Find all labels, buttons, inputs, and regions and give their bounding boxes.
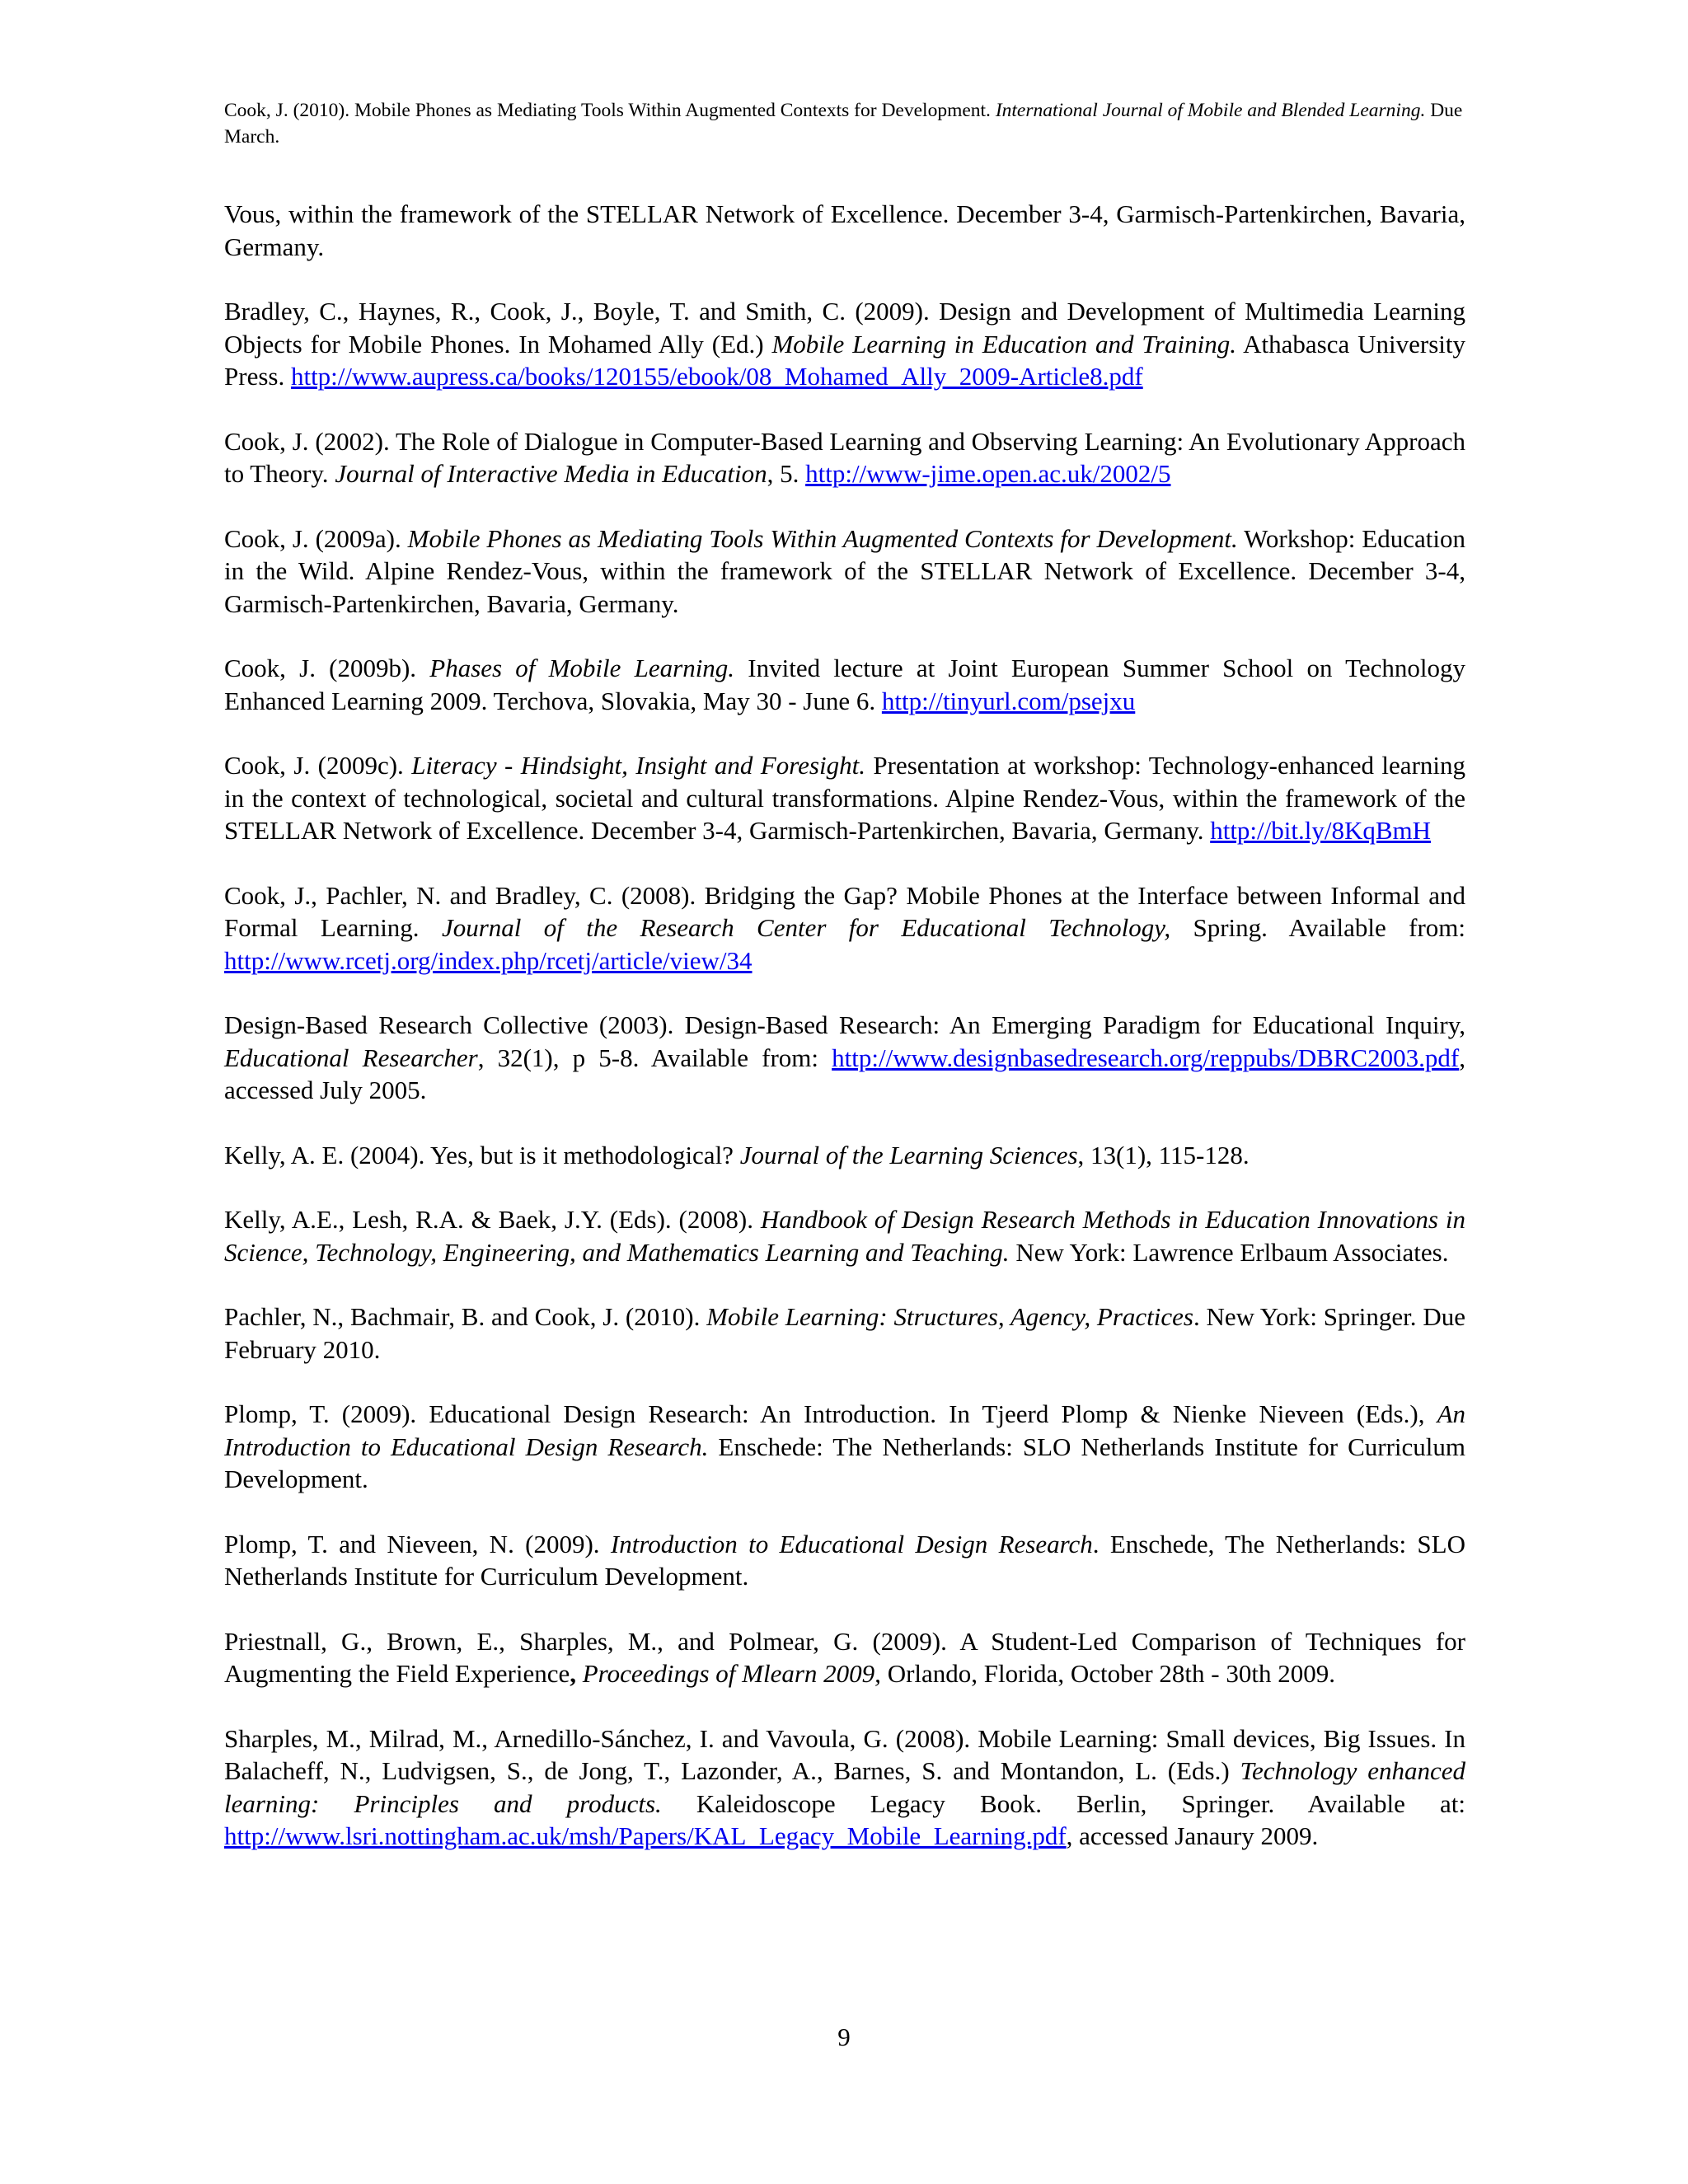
header-journal-title: International Journal of Mobile and Blended Learning.	[995, 100, 1426, 121]
header-due-note: Due March.	[224, 100, 1463, 148]
reference-text: , accessed Janaury 2009.	[1066, 1821, 1319, 1850]
reference-italic-title: Journal of the Learning Sciences	[739, 1140, 1078, 1169]
reference-link[interactable]: http://www.lsri.nottingham.ac.uk/msh/Papers/KAL_Legacy_Mobile_Learning.pdf	[224, 1821, 1067, 1850]
reference-list	[224, 198, 1465, 1885]
reference-italic-title: Mobile Learning in Education and Training.	[771, 329, 1236, 359]
reference-text: Priestnall, G., Brown, E., Sharples, M., and Polmear, G. (2009). A Student-Led Comparison of Techniques for Augmenting the Field Experience	[224, 1626, 1465, 1688]
reference-italic-title: Proceedings of Mlearn 2009,	[582, 1659, 881, 1688]
reference-italic-title: Mobile Phones as Mediating Tools Within Augmented Contexts for Development.	[407, 523, 1238, 553]
reference-text: Athabasca University Press.	[224, 329, 1465, 391]
reference-entry	[224, 749, 1465, 847]
reference-text: Spring. Available from:	[1170, 913, 1465, 942]
reference-text: Cook, J. (2009b).	[224, 654, 430, 682]
reference-bold-text: ,	[570, 1659, 576, 1688]
reference-entry	[224, 523, 1465, 621]
reference-text: Cook, J. (2009c).	[224, 751, 412, 780]
reference-entry	[224, 1398, 1465, 1496]
reference-italic-title: Technology enhanced learning: Principles and products.	[224, 1756, 1465, 1818]
reference-text: Plomp, T. and Nieveen, N. (2009).	[224, 1529, 611, 1558]
reference-entry	[224, 1625, 1465, 1690]
reference-link[interactable]: http://www.designbasedresearch.org/reppubs/DBRC2003.pdf	[832, 1043, 1460, 1072]
reference-entry	[224, 1139, 1465, 1172]
reference-italic-title: Mobile Learning: Structures, Agency, Practices	[706, 1302, 1193, 1331]
reference-link[interactable]: http://www.rcetj.org/index.php/rcetj/article/view/34	[224, 945, 753, 975]
reference-entry	[224, 1203, 1465, 1268]
reference-italic-title: Literacy - Hindsight, Insight and Foresight.	[411, 751, 865, 780]
reference-text: Bradley, C., Haynes, R., Cook, J., Boyle, T. and Smith, C. (2009). Design and Development of Multimedia Learning Objects for Mobile Phones. In Mohamed Ally (Ed.)	[224, 297, 1465, 359]
reference-italic-title: An Introduction to Educational Design Research.	[224, 1399, 1465, 1461]
reference-entry	[224, 1722, 1465, 1853]
reference-text: Enschede: The Netherlands: SLO Netherlands Institute for Curriculum Development.	[224, 1432, 1465, 1493]
header-citation: Cook, J. (2010). Mobile Phones as Mediating Tools Within Augmented Contexts for Development.	[224, 100, 996, 121]
reference-text: Plomp, T. (2009). Educational Design Research: An Introduction. In Tjeerd Plomp & Nienke Nieveen (Eds.),	[224, 1399, 1437, 1428]
reference-text: , 5.	[767, 459, 806, 488]
reference-italic-title: Journal of the Research Center for Educational Technology,	[441, 913, 1171, 942]
reference-text: . Enschede, The Netherlands: SLO Netherlands Institute for Curriculum Development.	[224, 1529, 1465, 1591]
reference-text: Workshop: Education in the Wild. Alpine Rendez-Vous, within the framework of the STELLAR Network of Excellence. December 3-4, Garmisch-Partenkirchen, Bavaria, Germany.	[224, 523, 1465, 618]
reference-text: , accessed July 2005.	[224, 1043, 1465, 1104]
reference-link[interactable]: http://bit.ly/8KqBmH	[1210, 816, 1432, 845]
reference-italic-title: Introduction to Educational Design Research	[610, 1529, 1093, 1558]
reference-text	[576, 1659, 583, 1688]
reference-text: Cook, J., Pachler, N. and Bradley, C. (2008). Bridging the Gap? Mobile Phones at the Interface between Informal and Formal Learning.	[224, 880, 1465, 942]
reference-entry	[224, 1009, 1465, 1107]
reference-text: Presentation at workshop: Technology-enhanced learning in the context of technological, societal and cultural transformations. Alpine Rendez-Vous, within the framework of the STELLAR Network of Excellence. December 3-4, Garmisch-Partenkirchen, Bavaria, Germany.	[224, 751, 1466, 845]
reference-text: New York: Lawrence Erlbaum Associates.	[1009, 1237, 1449, 1267]
reference-italic-title: Journal of Interactive Media in Education	[335, 459, 767, 488]
reference-text: Sharples, M., Milrad, M., Arnedillo-Sánchez, I. and Vavoula, G. (2008). Mobile Learning: Small devices, Big Issues. In Balacheff, N., Ludvigsen, S., de Jong, T., Lazonder, A., Barnes, S. and Montandon, L. (Eds.)	[224, 1723, 1465, 1785]
reference-text: Kelly, A. E. (2004). Yes, but is it methodological?	[224, 1140, 740, 1169]
reference-text: Vous, within the framework of the STELLAR Network of Excellence. December 3-4, Garmisch-Partenkirchen, Bavaria, Germany.	[224, 199, 1465, 261]
reference-text: Invited lecture at Joint European Summer School on Technology Enhanced Learning 2009. Terchova, Slovakia, May 30 - June 6.	[224, 654, 1465, 715]
reference-link[interactable]: http://www.aupress.ca/books/120155/ebook/08_Mohamed_Ally_2009-Article8.pdf	[290, 362, 1143, 391]
reference-italic-title: Educational Researcher	[224, 1043, 478, 1072]
reference-entry	[224, 879, 1465, 977]
reference-text: Pachler, N., Bachmair, B. and Cook, J. (2010).	[224, 1302, 707, 1331]
reference-text: Orlando, Florida, October 28th - 30th 2009.	[880, 1659, 1335, 1688]
reference-entry	[224, 1528, 1465, 1593]
reference-text: Design-Based Research Collective (2003). Design-Based Research: An Emerging Paradigm for Educational Inquiry,	[224, 1010, 1465, 1039]
reference-italic-title: Phases of Mobile Learning.	[429, 654, 735, 682]
reference-text: , 13(1), 115-128.	[1077, 1140, 1250, 1169]
reference-link[interactable]: http://www-jime.open.ac.uk/2002/5	[805, 459, 1171, 488]
reference-italic-title: Handbook of Design Research Methods in Education Innovations in Science, Technology, Engineering, and Mathematics Learning and Teaching.	[224, 1205, 1465, 1267]
reference-text: Kaleidoscope Legacy Book. Berlin, Springer. Available at:	[661, 1788, 1465, 1818]
reference-text: . New York: Springer. Due February 2010.	[224, 1302, 1465, 1364]
reference-text: Cook, J. (2009a).	[224, 523, 408, 553]
reference-text: Kelly, A.E., Lesh, R.A. & Baek, J.Y. (Eds). (2008).	[224, 1205, 761, 1234]
page-number: 9	[837, 2022, 851, 2051]
reference-link[interactable]: http://tinyurl.com/psejxu	[881, 686, 1136, 715]
reference-entry	[224, 425, 1465, 490]
reference-entry	[224, 295, 1465, 393]
reference-text: , 32(1), p 5-8. Available from:	[477, 1043, 832, 1072]
reference-entry	[224, 198, 1465, 263]
reference-text: Cook, J. (2002). The Role of Dialogue in Computer-Based Learning and Observing Learning: An Evolutionary Approach to Theory.	[224, 426, 1465, 488]
running-header	[224, 97, 1465, 150]
reference-entry	[224, 652, 1465, 717]
reference-entry	[224, 1301, 1465, 1366]
